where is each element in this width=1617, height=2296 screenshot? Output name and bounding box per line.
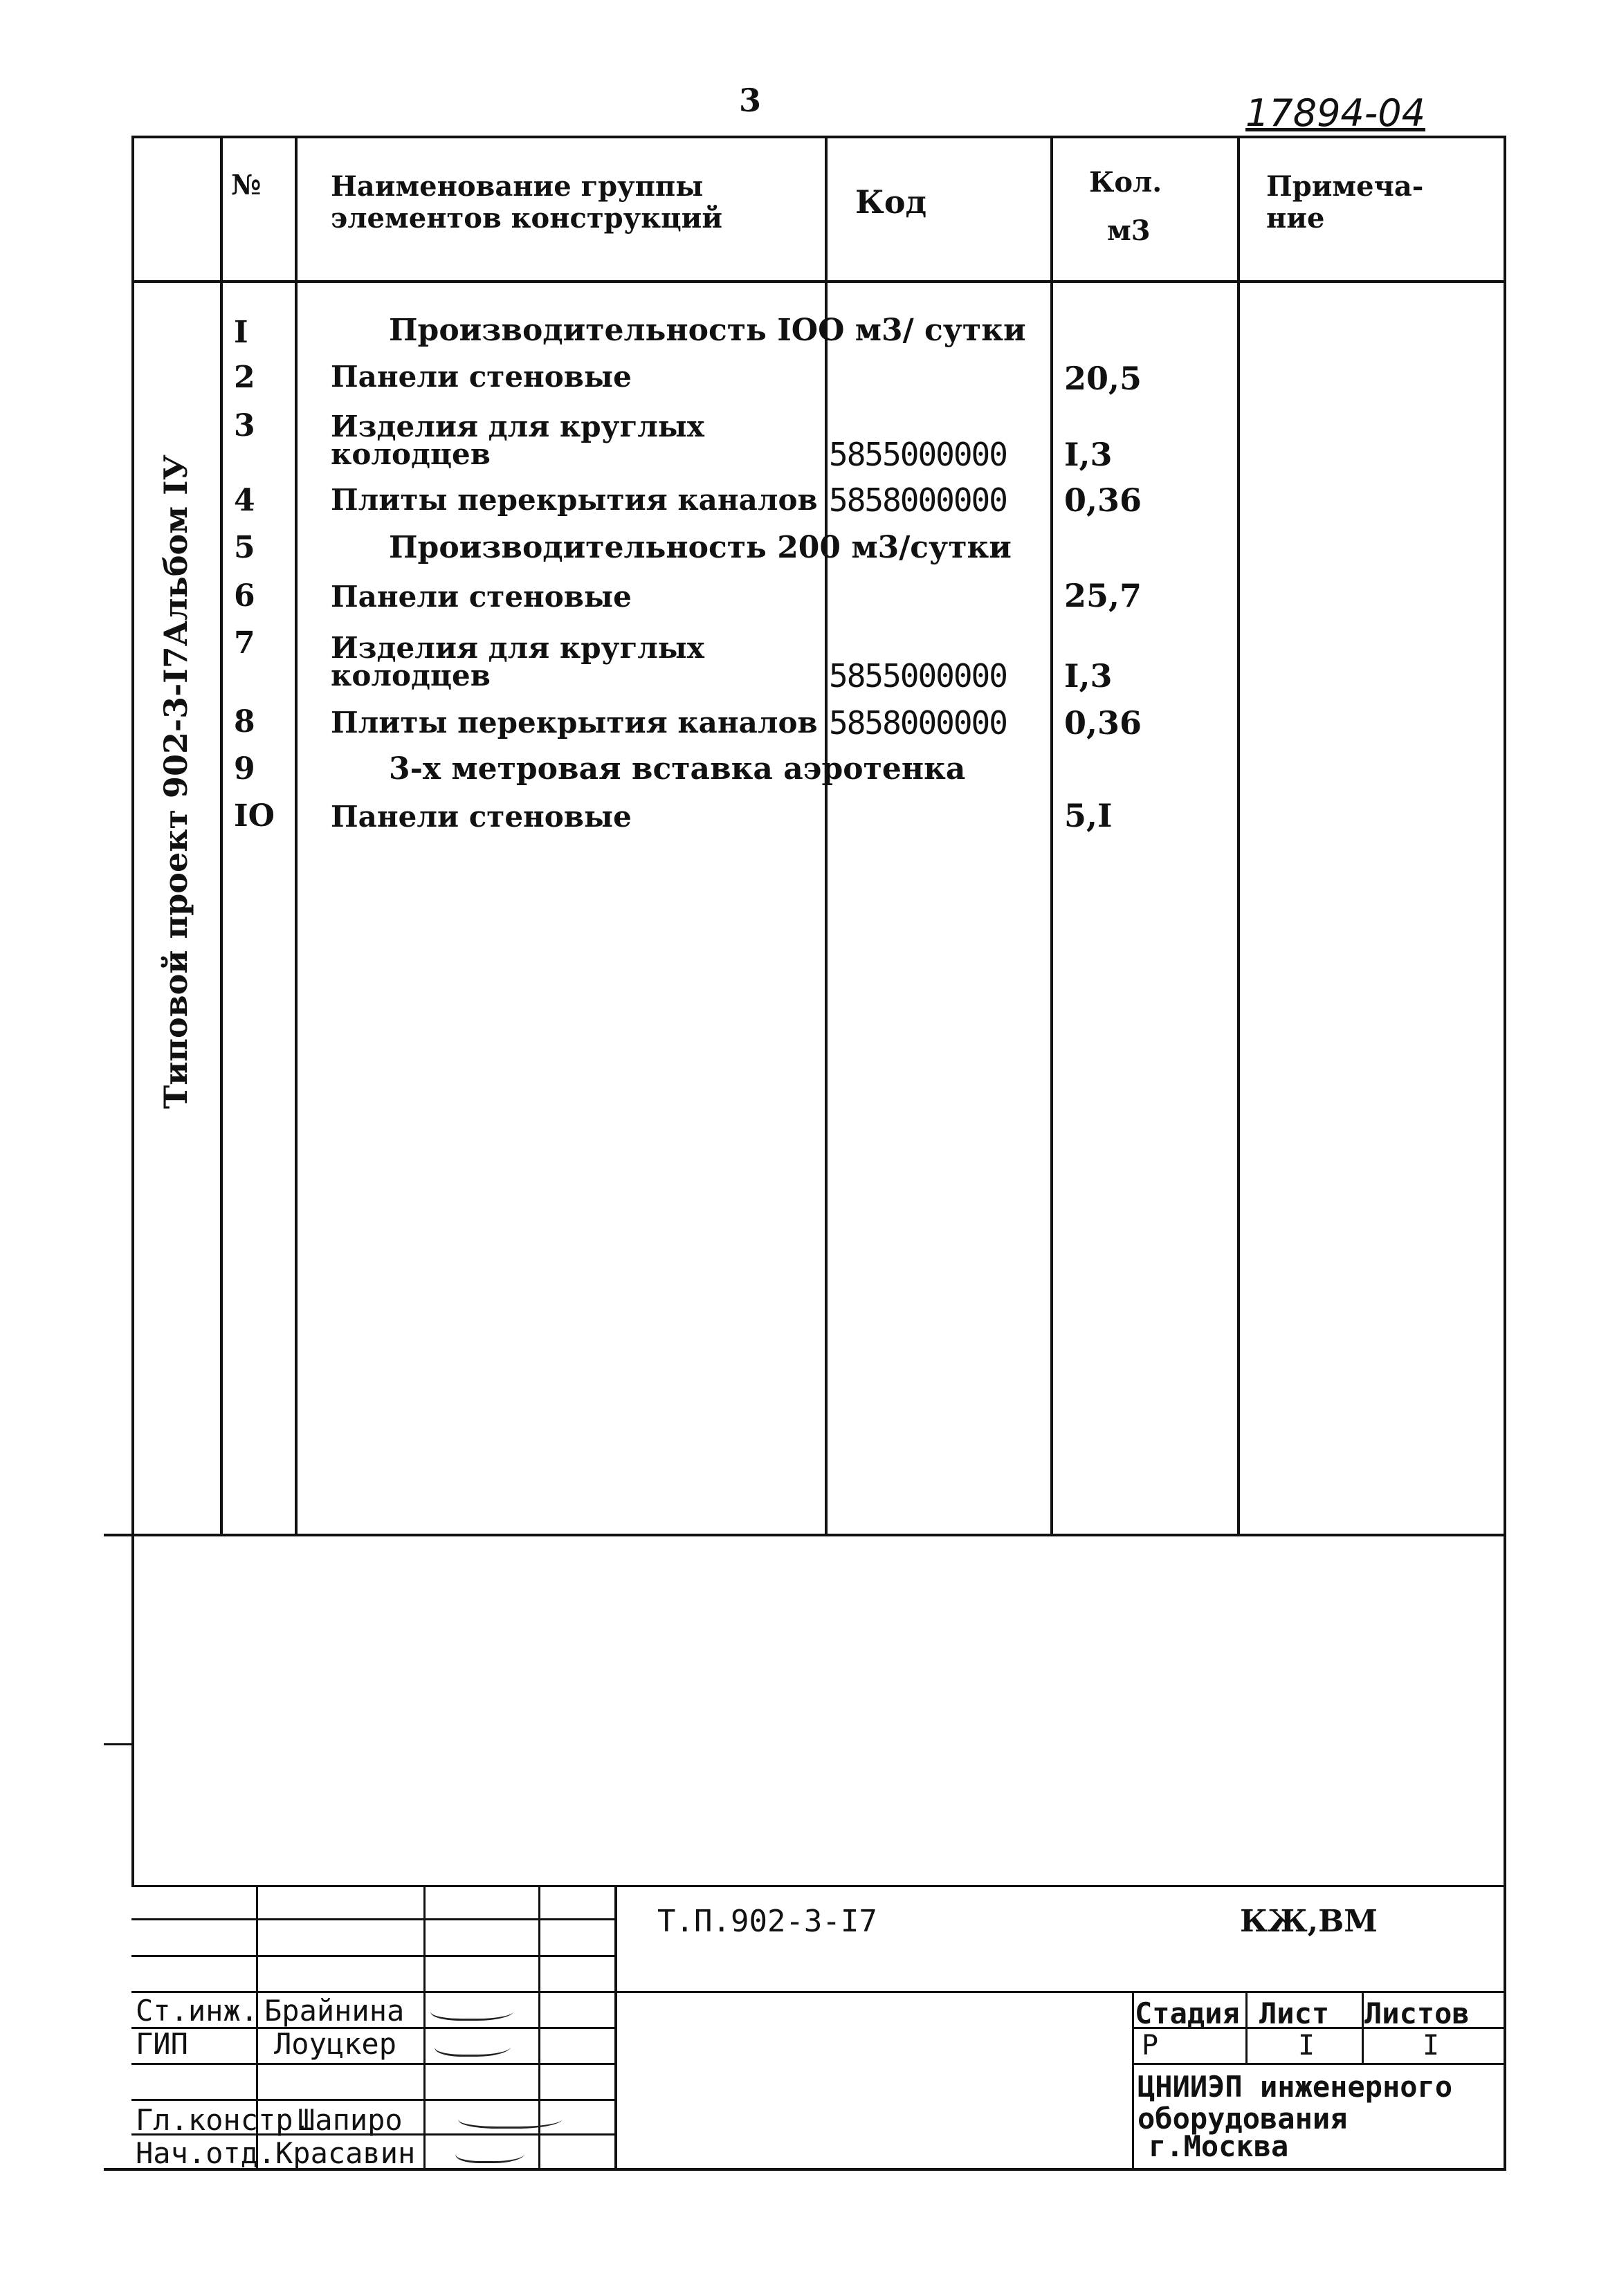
staff-name: Шапиро <box>298 2103 403 2137</box>
stage-value: Р <box>1142 2030 1159 2061</box>
sheet-value: I <box>1298 2030 1315 2061</box>
header-number: № <box>231 169 262 201</box>
staff-name: Красавин <box>275 2136 416 2170</box>
header-name-line2: элементов конструкций <box>331 202 722 235</box>
staff-role: Гл.констр. <box>136 2103 311 2137</box>
sheets-label: Листов <box>1364 1996 1470 2030</box>
header-qty-line2: м3 <box>1107 214 1151 247</box>
organization-line1: ЦНИИЭП инженерного <box>1138 2070 1453 2104</box>
row-number: 5 <box>234 530 255 565</box>
row-qty: 25,7 <box>1064 577 1142 614</box>
row-code: 5855000000 <box>829 657 1007 695</box>
row-name-line2: колодцев <box>331 437 491 471</box>
row-number: 2 <box>234 360 255 395</box>
row-qty: 0,36 <box>1064 481 1142 519</box>
margin-tick <box>104 1743 131 1745</box>
header-qty-line1: Кол. <box>1089 166 1162 199</box>
sheets-value: I <box>1423 2030 1440 2061</box>
row-number: IO <box>234 798 275 834</box>
sheet-label: Лист <box>1259 1996 1330 2030</box>
organization-city: г.Москва <box>1149 2129 1289 2163</box>
header-code: Код <box>855 183 927 221</box>
header-note-line1: Примеча- <box>1266 170 1424 203</box>
row-number: I <box>234 315 248 350</box>
row-number: 8 <box>234 704 255 740</box>
row-code: 5858000000 <box>829 481 1007 519</box>
row-code: 5855000000 <box>829 436 1007 473</box>
row-name: Плиты перекрытия каналов <box>331 483 818 517</box>
organization-line2: оборудования <box>1138 2102 1348 2136</box>
row-qty: I,3 <box>1064 657 1113 695</box>
title-doc-code: Т.П.902-3-I7 <box>657 1904 877 1939</box>
row-number: 6 <box>234 578 255 614</box>
header-note-line2: ние <box>1266 202 1325 235</box>
staff-role: Нач.отд. <box>136 2136 276 2170</box>
row-name-line1: Изделия для круглых <box>331 410 704 443</box>
row-name: Панели стеновые <box>331 580 632 614</box>
row-name-line2: колодцев <box>331 659 491 692</box>
staff-role: ГИП <box>136 2027 188 2061</box>
staff-signature <box>455 2106 567 2129</box>
row-section-title: Производительность 200 м3/сутки <box>389 530 1012 565</box>
row-section-title: 3-х метровая вставка аэротенка <box>389 751 966 787</box>
staff-signature <box>428 1998 519 2021</box>
row-qty: 0,36 <box>1064 704 1142 742</box>
row-number: 9 <box>234 751 255 787</box>
row-number: 4 <box>234 483 255 518</box>
title-mark: КЖ,ВМ <box>1240 1904 1378 1939</box>
header-name-line1: Наименование группы <box>331 170 704 203</box>
row-code: 5858000000 <box>829 704 1007 742</box>
row-name: Панели стеновые <box>331 360 632 394</box>
row-number: 3 <box>234 408 255 443</box>
staff-name: Лоуцкер <box>274 2027 397 2061</box>
document-number: 17894-04 <box>1245 91 1425 135</box>
side-label: Типовой проект 902-3-I7Альбом IУ <box>157 454 194 1110</box>
row-number: 7 <box>234 625 255 661</box>
page-number: 3 <box>739 82 762 119</box>
row-qty: 20,5 <box>1064 360 1142 397</box>
row-section-title: Производительность IOO м3/ сутки <box>389 313 1026 348</box>
staff-signature <box>432 2032 517 2057</box>
row-qty: I,3 <box>1064 436 1113 473</box>
row-name: Плиты перекрытия каналов <box>331 706 818 740</box>
stage-label: Стадия <box>1135 1996 1240 2030</box>
row-name-line1: Изделия для круглых <box>331 631 704 665</box>
staff-signature <box>453 2140 530 2163</box>
staff-name: Брайнина <box>264 1994 405 2028</box>
row-qty: 5,I <box>1064 797 1113 834</box>
staff-role: Ст.инж. <box>136 1994 259 2028</box>
row-name: Панели стеновые <box>331 800 632 834</box>
